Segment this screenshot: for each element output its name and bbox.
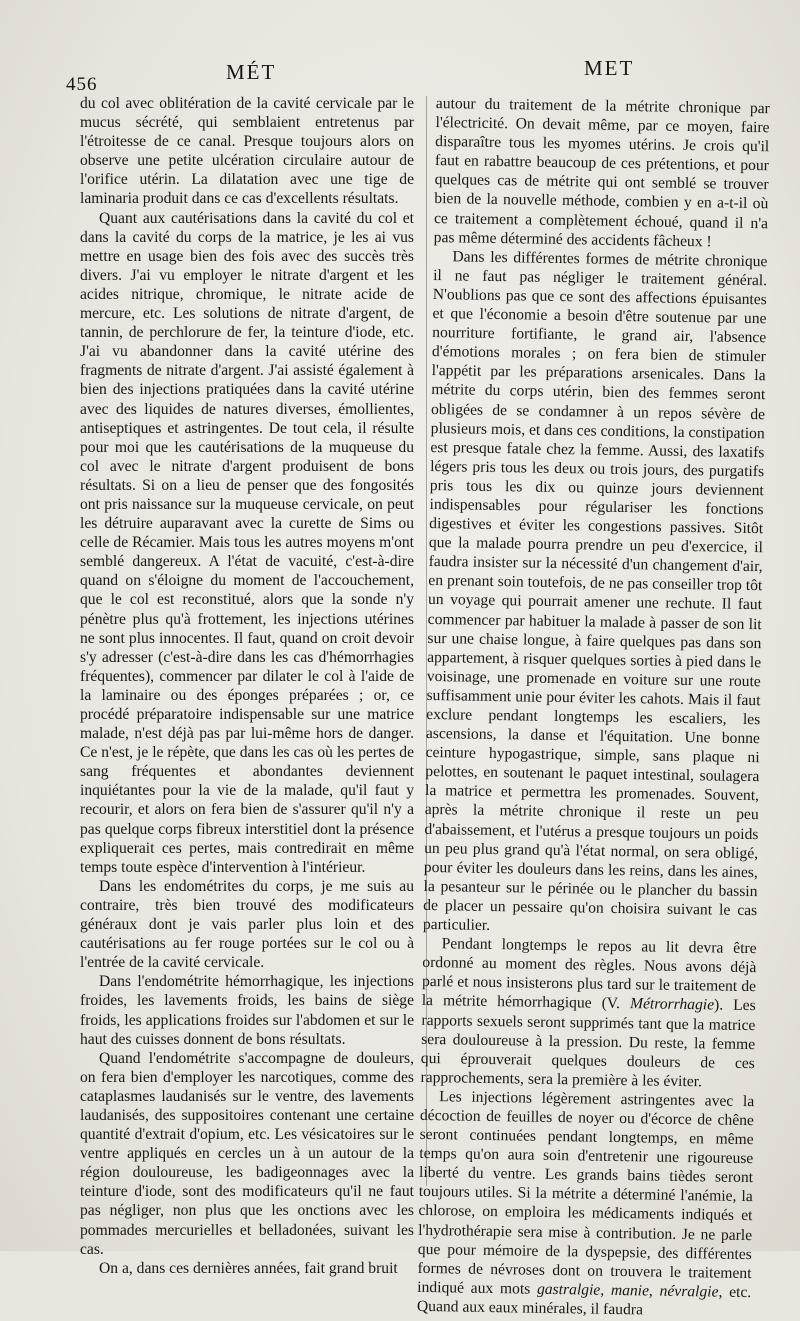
paragraph-endometrites-corps: Dans les endométrites du corps, je me suis au contraire, très bien trouvé des modificateurs généraux dont je vais parler plus loin et des cautérisations au fer rouge portées sur le col ou à l'entrée de la cavité cervicale.	[80, 877, 414, 972]
paragraph-cauterisations: Quant aux cautérisations dans la cavité du col et dans la cavité du corps de la matrice, je les ai vus mettre en usage bien des fois avec des succès très divers. J'ai vu employer le nitrate d'argent et les acides nitrique, chromique, le nitrate acide de mercure, etc. Les solutions de nitrate d'argent, de tannin, de perchlorure de fer, la teinture d'iode, etc. J'ai vu abandonner dans la cavité utérine des fragments de nitrate d'argent. J'ai assisté également à bien des injections pratiquées dans la cavité utérine avec des liquides de natures diverses, émollientes, antiseptiques et astringentes. De tout cela, il résulte pour moi que les cautérisations de la muqueuse du col avec le nitrate d'argent produisent de bons résultats. Si on a lieu de penser que des fongosités ont pris naissance sur la muqueuse cervicale, on peut les détruire auparavant avec la curette de Sims ou celle de Récamier. Mais tous les autres moyens m'ont semblé dangereux. A l'état de vacuité, c'est-à-dire quand on s'éloigne du moment de l'accouchement, que le col est reconstitué, alors que la sonde n'y pénètre plus qu'à frottement, les injections utérines ne sont plus innocentes. Il faut, quand on croit devoir s'y adresser (c'est-à-dire dans les cas d'hémorrhagies fréquentes), commencer par dilater le col à l'aide de la laminaire ou des éponges préparées ; or, ce procédé préparatoire indispensable sur une matrice malade, n'est déjà pas par lui-même hors de danger. Ce n'est, je le répète, que dans les cas où les pertes de sang fréquentes et abondantes deviennent inquiétantes pour la vie de la malade, qu'il faut y recourir, et alors on fera bien de s'assurer qu'il n'y a pas quelque corps fibreux interstitiel dont la présence expliquerait ces pertes, mais contredirait en même temps toute espèce d'intervention à l'intérieur.	[80, 209, 414, 876]
text-run: , etc. Quand aux eaux minérales, il faudra	[416, 1283, 752, 1319]
text-run: Les injections légèrement astringentes avec la décoction de feuilles de noyer ou d'écorce de chêne seront continuées pendant longtemps, en même temps qu'on aura soin d'entretenir une rigoureuse liberté du ventre. Les grands bains tièdes seront toujours utiles. Si la métrite a déterminé l'anémie, la chlorose, on emploira les médicaments indiqués et l'hydrothérapie sera mise à contribution. Je ne parle que pour mémoire de la dyspepsie, des différentes formes de névroses dont on trouvera le traitement indiqué aux mots	[417, 1088, 755, 1298]
text-run: ). Les rapports sexuels seront supprimés tant que la matrice sera douloureuse à la pression. Du reste, la femme qui éprouverait quelques douleurs de ces rapprochements, sera la première à les éviter.	[420, 996, 756, 1091]
paragraph-electricite-start: On a, dans ces dernières années, fait grand bruit	[99, 1259, 398, 1277]
cross-reference: Métrorrhagie	[629, 995, 715, 1014]
text-run: ,	[648, 1282, 660, 1300]
paragraph-electricite-continued: autour du traitement de la métrite chronique par l'électricité. On devait même, par ce moyen, faire disparaître tous les myomes utérins. Je crois qu'il faut en rabattre beaucoup de ces prétentions, et pour quelques cas de métrite qui ont semblé se trouver bien de la nouvelle méthode, combien y en a-t-il où ce traitement a complètement échoué, quand il n'a pas même déterminé des accidents fâcheux !	[433, 94, 770, 251]
page-number: 456	[66, 74, 98, 95]
right-column	[417, 94, 770, 1321]
italic-term: névralgie	[659, 1282, 719, 1301]
running-title-left: MÉT	[226, 60, 277, 84]
running-head	[0, 56, 800, 96]
paragraph-douleurs: Quand l'endométrite s'accompagne de douleurs, on fera bien d'employer les narcotiques, comme des cataplasmes laudanisés sur le ventre, des lavements laudanisés, des suppositoires contenant une certaine quantité d'extrait d'opium, etc. Les vésicatoires sur le ventre appliqués en cercles un à un autour de la région douloureuse, les badigeonnages avec la teinture d'iode, sont des modificateurs qu'il ne faut pas négliger, non plus que les onctions avec les pommades mercurielles et belladonées, suivant les cas.	[80, 1049, 414, 1258]
paragraph-endometrite-hemorrhagique: Dans l'endométrite hémorrhagique, les injections froides, les lavements froids, les bains de siège froids, les applications froides sur l'abdomen et sur le haut des cuisses donnent de bons résultats.	[80, 973, 414, 1048]
italic-term: manie	[610, 1281, 650, 1300]
paragraph-traitement-general: Dans les différentes formes de métrite chronique il ne faut pas négliger le traitement général. N'oublions pas que ce sont des affections épuisantes et que l'économie a besoin d'être soutenue par une nourriture fortifiante, le grand air, l'absence d'émotions morales ; on fera bien de stimuler l'appétit par les préparations arsenicales. Dans la métrite du corps utérin, bien des femmes seront obligées de se condamner à un repos sévère de plusieurs mois, et dans ces conditions, la constipation est presque fatale chez la femme. Aussi, des laxatifs légers pris tous les deux ou trois jours, des purgatifs pris tous les dix ou quinze jours deviennent indispensables pour régulariser les fonctions digestives et éviter les congestions passives. Sitôt que la malade pourra prendre un peu d'exercice, il faudra insister sur la nécessité d'un changement d'air, en prenant soin toutefois, de ne pas conseiller trop tôt un voyage qui pourrait amener une rechute. Il faut commencer par habituer la malade à passer de son lit sur une chaise longue, à faire quelques pas dans son appartement, à risquer quelques sorties à pied dans le voisinage, une promenade en voiture sur une route suffisamment unie pour éviter les cahots. Mais il faut exclure pendant longtemps les escaliers, les ascensions, la danse et l'équitation. Une bonne ceinture hypogastrique, simple, sans plaque ni pelottes, en soutenant le paquet intestinal, soulagera la matrice et permettra les promenades. Souvent, après la métrite chronique il reste un peu d'abaissement, et l'utérus a presque toujours un poids un peu plus grand qu'à l'état normal, on sera obligé, pour éviter les douleurs dans les reins, dans les aines, la pesanteur sur le périnée ou le plancher du bassin de placer un pessaire qu'on choisira suivant le cas particulier.	[422, 248, 768, 934]
paragraph-injections	[417, 1087, 755, 1321]
paragraph-repos-regles	[420, 934, 756, 1092]
running-title-right: MET	[584, 56, 635, 80]
paragraph-continuation: du col avec oblitération de la cavité cervicale par le mucus sécrété, qui semblaient entretenus par l'étroitesse de ce canal. Presque toujours alors on observe une petite ulcération circulaire autour de l'orifice utérin. La dilatation avec une tige de laminaria produit dans ce cas d'excellents résultats.	[80, 95, 414, 208]
text-run: Pendant longtemps le repos au lit devra être ordonné au moment des règles. Nous avons déjà parlé et nous insisterons plus tard sur le traitement de la métrite hémorrhagique (V.	[421, 935, 757, 1013]
italic-term: gastralgie	[536, 1280, 601, 1299]
left-column	[80, 94, 414, 1278]
text-run: ,	[600, 1281, 612, 1299]
